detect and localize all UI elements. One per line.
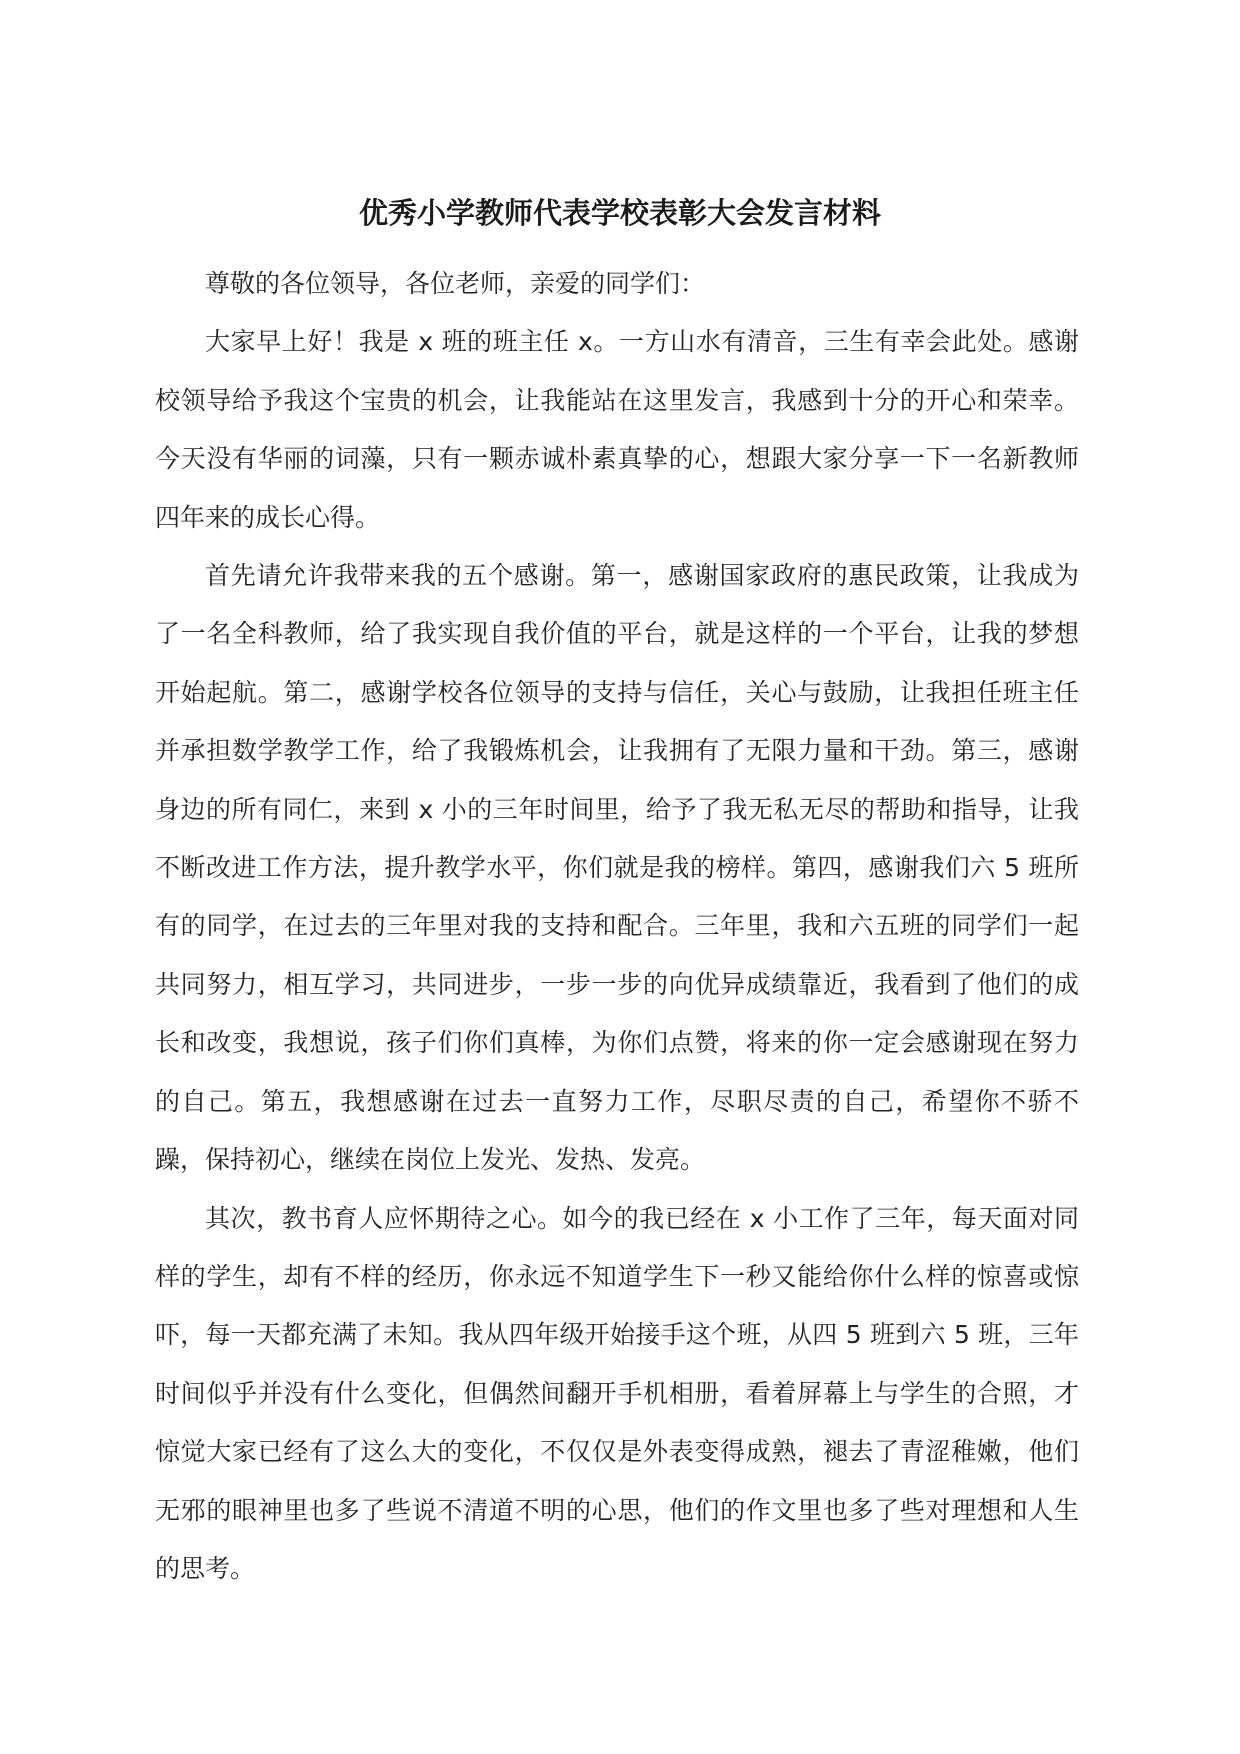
paragraph-greeting: 尊敬的各位领导，各位老师，亲爱的同学们： — [205, 269, 706, 298]
paragraph-five-thanks: 首先请允许我带来我的五个感谢。第一，感谢国家政府的惠民政策，让我成为了一名全科教师，给了我实现自我价值的平台，就是这样的一个平台，让我的梦想开始起航。第二，感谢学校各位领导的支持与信任，关心与鼓励，让我担任班主任并承担数学教学工作，给了我锻炼机会，让我拥有了无限力量和干劲。第三，感谢身边的所有同仁，来到 x 小的三年时间里，给予了我无私无尽的帮助和指导，让我不断改进工作方法，提升教学水平，你们就是我的榜样。第四，感谢我们六 5 班所有的同学，在过去的三年里对我的支持和配合。三年里，我和六五班的同学们一起共同努力，相互学习，共同进步，一步一步的向优异成绩靠近，我看到了他们的成长和改变，我想说，孩子们你们真棒，为你们点赞，将来的你一定会感谢现在努力的自己。第五，我想感谢在过去一直努力工作，尽职尽责的自己，希望你不骄不躁，保持初心，继续在岗位上发光、发热、发亮。 — [155, 561, 1079, 1175]
paragraph-introduction: 大家早上好！我是 x 班的班主任 x。一方山水有清音，三生有幸会此处。感谢校领导给予我这个宝贵的机会，让我能站在这里发言，我感到十分的开心和荣幸。今天没有华丽的词藻，只有一颗赤诚朴素真挚的心，想跟大家分享一下一名新教师四年来的成长心得。 — [155, 327, 1079, 532]
document-body — [155, 255, 1079, 1598]
paragraph-expectation: 其次，教书育人应怀期待之心。如今的我已经在 x 小工作了三年，每天面对同样的学生，却有不样的经历，你永远不知道学生下一秒又能给你什么样的惊喜或惊吓，每一天都充满了未知。我从四年级开始接手这个班，从四 5 班到六 5 班，三年时间似乎并没有什么变化，但偶然间翻开手机相册，看着屏幕上与学生的合照，才惊觉大家已经有了这么大的变化，不仅仅是外表变得成熟，褪去了青涩稚嫩，他们无邪的眼神里也多了些说不清道不明的心思，他们的作文里也多了些对理想和人生的思考。 — [155, 1203, 1079, 1583]
document-title: 优秀小学教师代表学校表彰大会发言材料 — [358, 196, 881, 230]
